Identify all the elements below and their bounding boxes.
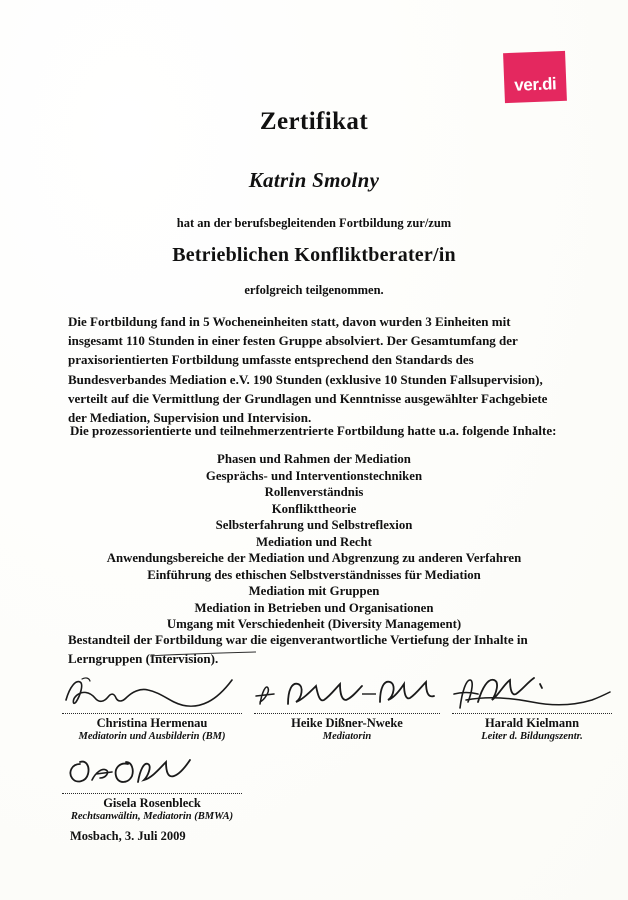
- content-item: Umgang mit Verschiedenheit (Diversity Management): [166, 617, 462, 631]
- signature-name: Heike Dißner-Nweke: [291, 716, 403, 730]
- signature-role: Leiter d. Bildungszentr.: [481, 730, 583, 742]
- signature-ink-rosenbleck: [62, 756, 242, 792]
- signature-ink-dissner-nweke: [254, 676, 440, 712]
- signature-block-rosenbleck: [62, 756, 242, 823]
- content-item: Einführung des ethischen Selbstverständnisses für Mediation: [147, 567, 481, 582]
- content-item: Anwendungsbereiche der Mediation und Abgrenzung zu anderen Verfahren: [106, 551, 522, 565]
- content-item: Selbsterfahrung und Selbstreflexion: [215, 518, 413, 532]
- verdi-logo-text: ver.di: [513, 74, 557, 95]
- content-item: Mediation in Betrieben und Organisationen: [194, 600, 434, 615]
- content-item: Mediation mit Gruppen: [248, 584, 380, 598]
- content-item: Rollenverständnis: [264, 485, 364, 499]
- main-paragraph: Die Fortbildung fand in 5 Wocheneinheiten statt, davon wurden 3 Einheiten mit insgesamt 110 Stunden in einer festen Gruppe absolviert. Der Gesamtumfang der praxisorientierten Fortbildung umfasste entsprechend den Standards des Bundesverbandes Mediation e.V. 190 Stunden (exklusive 10 Stunden Fallsupervision), verteilt auf die Vermittlung der Grundlagen und Kenntnisse ausgewählter Fachgebiete der Mediation, Supervision und Intervision.: [68, 314, 548, 426]
- signature-ink-hermenau: [62, 676, 242, 712]
- completion-line: erfolgreich teilgenommen.: [244, 283, 384, 297]
- signature-block-hermenau: [62, 676, 242, 743]
- contents-list: [0, 451, 628, 633]
- signature-row-top: [0, 676, 628, 742]
- signature-block-dissner-nweke: [254, 676, 440, 743]
- verdi-logo: [504, 52, 570, 108]
- content-item: Konflikttheorie: [271, 501, 357, 516]
- signature-name: Gisela Rosenbleck: [103, 796, 201, 810]
- signature-block-kielmann: [452, 676, 612, 743]
- signature-role: Rechtsanwältin, Mediatorin (BMWA): [70, 810, 234, 822]
- place-and-date: Mosbach, 3. Juli 2009: [70, 829, 186, 843]
- course-title: Betrieblichen Konfliktberater/in: [172, 244, 456, 266]
- contents-intro: Die prozessorientierte und teilnehmerzentrierte Fortbildung hatte u.a. folgende Inhalte:: [70, 423, 557, 438]
- signature-role: Mediatorin: [322, 730, 372, 742]
- signature-role: Mediatorin und Ausbilderin (BM): [78, 730, 226, 742]
- signature-ink-kielmann: [452, 676, 612, 712]
- signature-name: Christina Hermenau: [96, 716, 208, 730]
- content-item: Phasen und Rahmen der Mediation: [217, 452, 411, 466]
- closing-paragraph: Bestandteil der Fortbildung war die eigenverantwortliche Vertiefung der Inhalte in Lerngruppen (Intervision).: [68, 632, 528, 667]
- content-item: Gesprächs- und Interventionstechniken: [205, 468, 423, 483]
- certificate-title: Zertifikat: [259, 108, 369, 135]
- recipient-name: Katrin Smolny: [248, 168, 380, 192]
- signature-name: Harald Kielmann: [484, 716, 580, 730]
- verdi-logo-square: [503, 51, 567, 103]
- signature-row-bottom: [0, 756, 628, 822]
- intro-line: hat an der berufsbegleitenden Fortbildung zur/zum: [176, 216, 452, 230]
- content-item: Mediation und Recht: [256, 534, 372, 549]
